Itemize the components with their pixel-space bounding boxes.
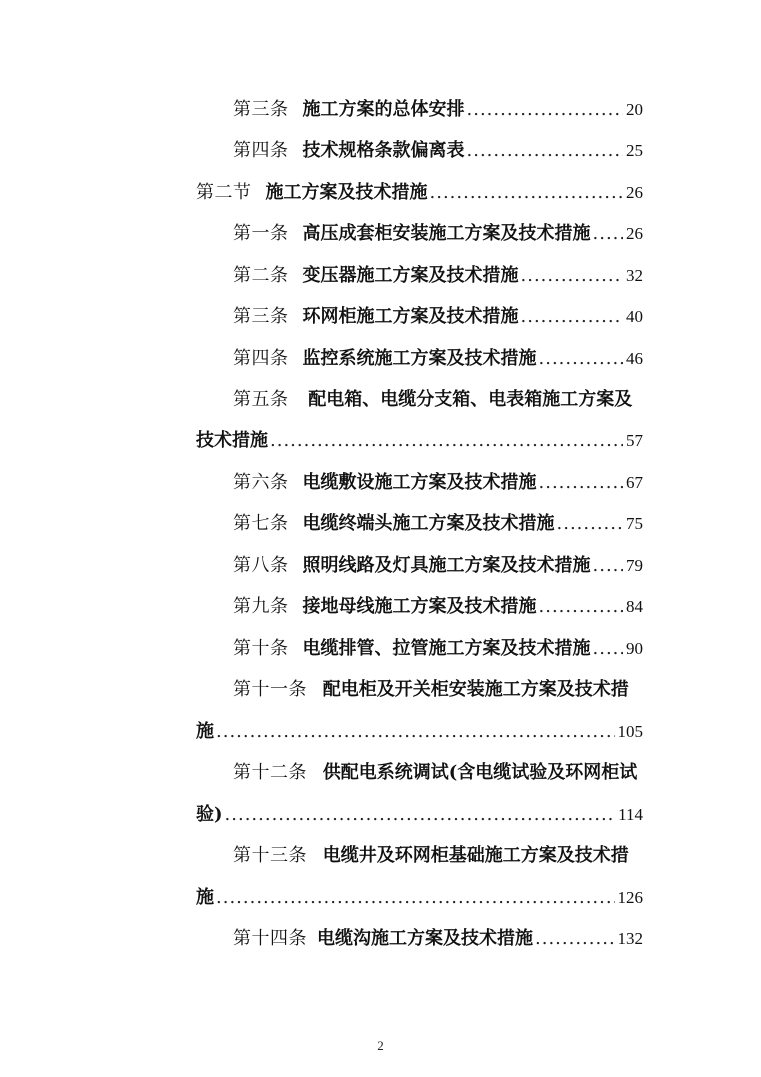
toc-entry-page: 26 xyxy=(626,224,643,243)
toc-entry-page: 57 xyxy=(626,431,643,450)
toc-entry-page: 25 xyxy=(626,141,643,160)
toc-entry-title: 供配电系统调试(含电缆试验及环网柜试 xyxy=(322,762,638,783)
toc-entry-title: 配电柜及开关柜安装施工方案及技术措 xyxy=(322,679,629,700)
toc-entry-title: 施工方案的总体安排 xyxy=(302,99,465,120)
toc-entry-number: 第二条 xyxy=(233,265,289,286)
toc-entry-wrapped-second-line[interactable] xyxy=(196,428,643,454)
toc-entry-title-continuation: 技术措施 xyxy=(196,430,268,451)
toc-entry-page: 32 xyxy=(626,266,643,285)
toc-entry[interactable] xyxy=(233,553,643,579)
toc-entry-title: 配电箱、电缆分支箱、电表箱施工方案及 xyxy=(308,389,633,410)
toc-entry-number: 第三条 xyxy=(233,99,289,120)
toc-entry-title: 照明线路及灯具施工方案及技术措施 xyxy=(302,555,591,576)
toc-entry-number: 第三条 xyxy=(233,306,289,327)
toc-entry-number: 第一条 xyxy=(233,223,289,244)
dot-leader xyxy=(216,719,615,745)
toc-entry-title: 环网柜施工方案及技术措施 xyxy=(302,306,519,327)
toc-entry-title: 变压器施工方案及技术措施 xyxy=(302,265,519,286)
toc-entry-wrapped-second-line[interactable] xyxy=(196,802,643,828)
toc-entry-page: 26 xyxy=(626,183,643,202)
toc-entry[interactable] xyxy=(233,511,643,537)
toc-entry-number: 第八条 xyxy=(233,555,289,576)
dot-leader xyxy=(225,802,616,828)
toc-entry-title: 电缆井及环网柜基础施工方案及技术措 xyxy=(322,845,629,866)
toc-section-entry[interactable] xyxy=(196,180,643,206)
toc-entry[interactable] xyxy=(233,926,643,952)
toc-entry-number: 第十一条 xyxy=(233,679,307,700)
toc-entry-title: 电缆排管、拉管施工方案及技术措施 xyxy=(302,638,591,659)
toc-entry-title: 施工方案及技术措施 xyxy=(265,182,428,203)
toc-entry-wrapped-first-line[interactable] xyxy=(233,677,643,703)
toc-entry-number: 第九条 xyxy=(233,596,289,617)
toc-entry-title: 技术规格条款偏离表 xyxy=(302,140,465,161)
toc-entry-title-continuation: 施 xyxy=(196,887,214,908)
dot-leader xyxy=(467,138,624,164)
dot-leader xyxy=(430,180,624,206)
dot-leader xyxy=(557,511,624,537)
toc-entry-page: 46 xyxy=(626,349,643,368)
toc-entry-number: 第十三条 xyxy=(233,845,307,866)
toc-entry-number: 第五条 xyxy=(233,389,289,410)
toc-entry[interactable] xyxy=(233,594,643,620)
toc-entry-page: 90 xyxy=(626,639,643,658)
toc-entry-page: 126 xyxy=(617,888,643,907)
toc-entry-number: 第二节 xyxy=(196,182,252,203)
toc-entry-wrapped-first-line[interactable] xyxy=(233,387,643,413)
toc-entry-page: 84 xyxy=(626,597,643,616)
toc-entry-number: 第十四条 xyxy=(233,928,307,949)
toc-entry[interactable] xyxy=(233,636,643,662)
toc-entry-title-continuation: 施 xyxy=(196,721,214,742)
toc-entry-title: 电缆敷设施工方案及技术措施 xyxy=(302,472,537,493)
toc-entry-page: 75 xyxy=(626,514,643,533)
dot-leader xyxy=(539,594,624,620)
toc-entry-title: 接地母线施工方案及技术措施 xyxy=(302,596,537,617)
toc-entry-title: 监控系统施工方案及技术措施 xyxy=(302,348,537,369)
toc-entry-number: 第四条 xyxy=(233,140,289,161)
dot-leader xyxy=(593,553,624,579)
dot-leader xyxy=(593,636,624,662)
toc-entry-page: 20 xyxy=(626,100,643,119)
toc-entry-page: 105 xyxy=(617,722,643,741)
toc-entry-wrapped-first-line[interactable] xyxy=(233,843,643,869)
toc-entry-wrapped-second-line[interactable] xyxy=(196,719,643,745)
toc-entry-title: 高压成套柜安装施工方案及技术措施 xyxy=(302,223,591,244)
toc-entry[interactable] xyxy=(233,470,643,496)
toc-entry-number: 第十条 xyxy=(233,638,289,659)
page-number: 2 xyxy=(377,1038,384,1053)
toc-entry-page: 40 xyxy=(626,307,643,326)
toc-entry-page: 114 xyxy=(618,805,643,824)
dot-leader xyxy=(467,97,624,123)
dot-leader xyxy=(521,263,624,289)
toc-entry[interactable] xyxy=(233,304,643,330)
toc-entry[interactable] xyxy=(233,221,643,247)
dot-leader xyxy=(539,346,624,372)
toc-entry[interactable] xyxy=(233,346,643,372)
toc-entry-title-continuation: 验) xyxy=(196,804,223,825)
toc-entry-number: 第六条 xyxy=(233,472,289,493)
toc-entry-number: 第四条 xyxy=(233,348,289,369)
dot-leader xyxy=(216,885,615,911)
toc-entry[interactable] xyxy=(233,138,643,164)
toc-entry-wrapped-second-line[interactable] xyxy=(196,885,643,911)
toc-entry-title: 电缆终端头施工方案及技术措施 xyxy=(302,513,555,534)
dot-leader xyxy=(593,221,624,247)
dot-leader xyxy=(521,304,624,330)
toc-entry-number: 第七条 xyxy=(233,513,289,534)
toc-entry-page: 132 xyxy=(617,929,643,948)
toc-entry-page: 79 xyxy=(626,556,643,575)
toc-entry-number: 第十二条 xyxy=(233,762,307,783)
toc-entry-title: 电缆沟施工方案及技术措施 xyxy=(317,928,533,949)
toc-entry-page: 67 xyxy=(626,473,643,492)
toc-entry[interactable] xyxy=(233,263,643,289)
toc-entry-wrapped-first-line[interactable] xyxy=(233,760,643,786)
dot-leader xyxy=(270,428,623,454)
toc-entry[interactable] xyxy=(233,97,643,123)
dot-leader xyxy=(535,926,615,952)
dot-leader xyxy=(539,470,624,496)
